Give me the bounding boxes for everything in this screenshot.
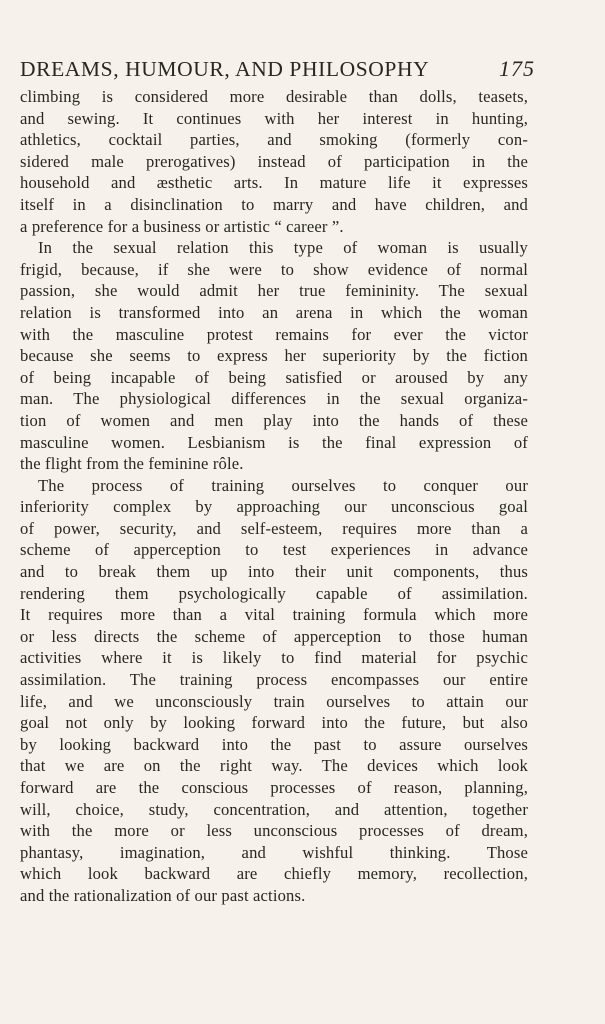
running-head-title: DREAMS, HUMOUR, AND PHILOSOPHY bbox=[20, 57, 430, 81]
text-line: of being incapable of being satisfied or aroused by any bbox=[20, 367, 528, 387]
text-line: frigid, because, if she were to show evidence of normal bbox=[20, 259, 528, 279]
text-line: passion, she would admit her true femininity. The sexual bbox=[20, 281, 528, 301]
text-line: and the rationalization of our past actions. bbox=[20, 885, 306, 905]
text-line: with the more or less unconscious processes of dream, bbox=[20, 821, 528, 841]
text-line: activities where it is likely to find material for psychic bbox=[20, 648, 528, 668]
text-line: a preference for a business or artistic “ career ”. bbox=[20, 216, 344, 236]
text-line: or less directs the scheme of apperception to those human bbox=[20, 626, 528, 646]
body-text bbox=[20, 86, 528, 907]
text-line: will, choice, study, concentration, and attention, together bbox=[20, 799, 528, 819]
text-line: and sewing. It continues with her interest in hunting, bbox=[20, 108, 528, 128]
page-number: 175 bbox=[499, 56, 535, 81]
text-line: phantasy, imagination, and wishful thinking. Those bbox=[20, 842, 528, 862]
text-line: and to break them up into their unit components, thus bbox=[20, 562, 528, 582]
paragraph bbox=[20, 237, 528, 475]
text-line: masculine women. Lesbianism is the final expression of bbox=[20, 432, 528, 452]
text-line: with the masculine protest remains for ever the victor bbox=[20, 324, 528, 344]
text-line: scheme of apperception to test experiences in advance bbox=[20, 540, 528, 560]
text-line: life, and we unconsciously train ourselves to attain our bbox=[20, 691, 528, 711]
text-line: that we are on the right way. The devices which look bbox=[20, 756, 528, 776]
text-line: tion of women and men play into the hands of these bbox=[20, 410, 528, 430]
text-line: the flight from the feminine rôle. bbox=[20, 454, 244, 474]
text-line: by looking backward into the past to assure ourselves bbox=[20, 734, 528, 754]
text-line: It requires more than a vital training formula which more bbox=[20, 605, 528, 625]
text-line: assimilation. The training process encompasses our entire bbox=[20, 670, 528, 690]
text-line: of power, security, and self-esteem, requires more than a bbox=[20, 518, 528, 538]
text-line: relation is transformed into an arena in which the woman bbox=[20, 302, 528, 322]
text-line: man. The physiological differences in the sexual organiza- bbox=[20, 389, 528, 409]
text-line: rendering them psychologically capable of assimilation. bbox=[20, 583, 528, 603]
text-line: goal not only by looking forward into the future, but also bbox=[20, 713, 528, 733]
text-line: climbing is considered more desirable than dolls, teasets, bbox=[20, 87, 528, 106]
text-line: forward are the conscious processes of reason, planning, bbox=[20, 778, 528, 797]
text-line: In the sexual relation this type of woman is usually bbox=[38, 238, 528, 258]
paragraph bbox=[20, 475, 528, 907]
text-line: itself in a disinclination to marry and have children, and bbox=[20, 194, 528, 214]
text-line: household and æsthetic arts. In mature life it expresses bbox=[20, 173, 528, 193]
text-line: because she seems to express her superiority by the fiction bbox=[20, 346, 528, 366]
paragraph bbox=[20, 86, 528, 237]
text-line: sidered male prerogatives) instead of participation in the bbox=[20, 151, 528, 171]
text-line: inferiority complex by approaching our unconscious goal bbox=[20, 497, 528, 517]
text-line: athletics, cocktail parties, and smoking (formerly con- bbox=[20, 130, 528, 150]
running-head bbox=[20, 55, 535, 83]
text-line: which look backward are chiefly memory, recollection, bbox=[20, 864, 528, 884]
text-line: The process of training ourselves to conquer our bbox=[38, 475, 528, 495]
